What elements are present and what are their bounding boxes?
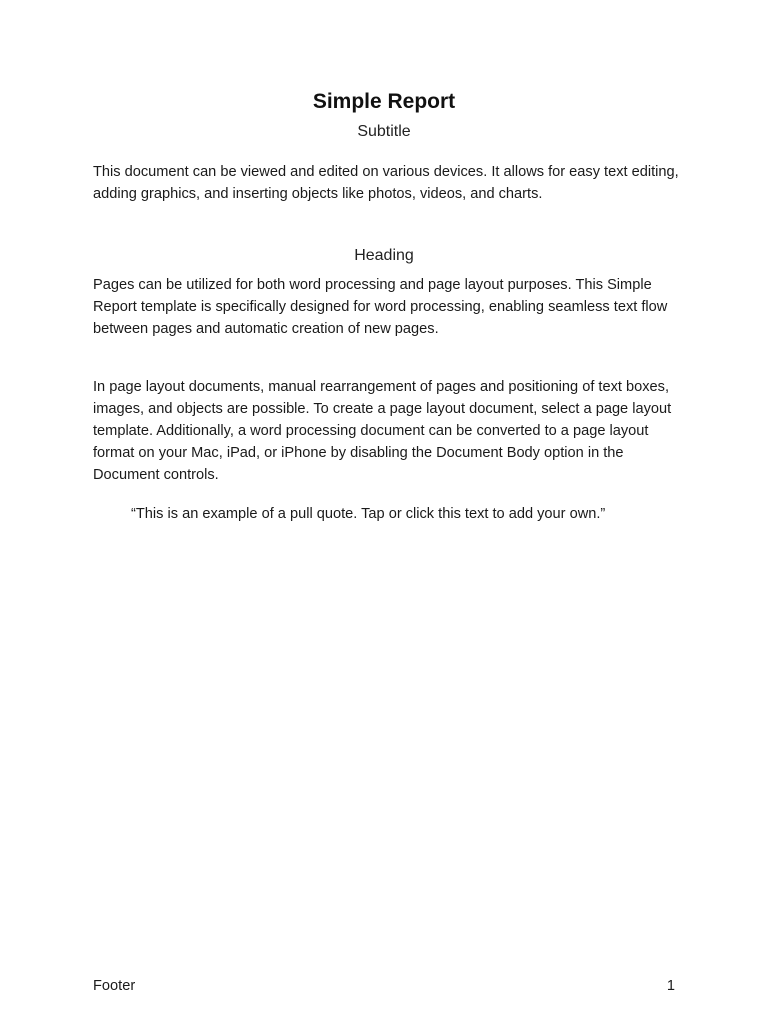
document-title[interactable]: Simple Report xyxy=(312,90,456,113)
pull-quote[interactable]: “This is an example of a pull quote. Tap or click this text to add your own.” xyxy=(131,506,606,522)
body-paragraph-3[interactable]: In page layout documents, manual rearrangement of pages and positioning of text boxes, images, and objects are possible. To create a page layout document, select a page layout template. Additionally, a word processing document can be converted to a page layout format on your Mac, iPad, or iPhone by disabling the Document Body option in the Document controls. xyxy=(93,379,672,483)
footer-text[interactable]: Footer xyxy=(93,978,136,994)
section-heading[interactable]: Heading xyxy=(354,247,414,264)
document-subtitle[interactable]: Subtitle xyxy=(357,123,411,140)
body-paragraph-1[interactable]: This document can be viewed and edited on various devices. It allows for easy text editing, adding graphics, and inserting objects like photos, videos, and charts. xyxy=(93,164,679,202)
page-number: 1 xyxy=(666,978,675,994)
body-paragraph-2[interactable]: Pages can be utilized for both word processing and page layout purposes. This Simple Report template is specifically designed for word processing, enabling seamless text flow between pages and automatic creation of new pages. xyxy=(93,277,668,337)
